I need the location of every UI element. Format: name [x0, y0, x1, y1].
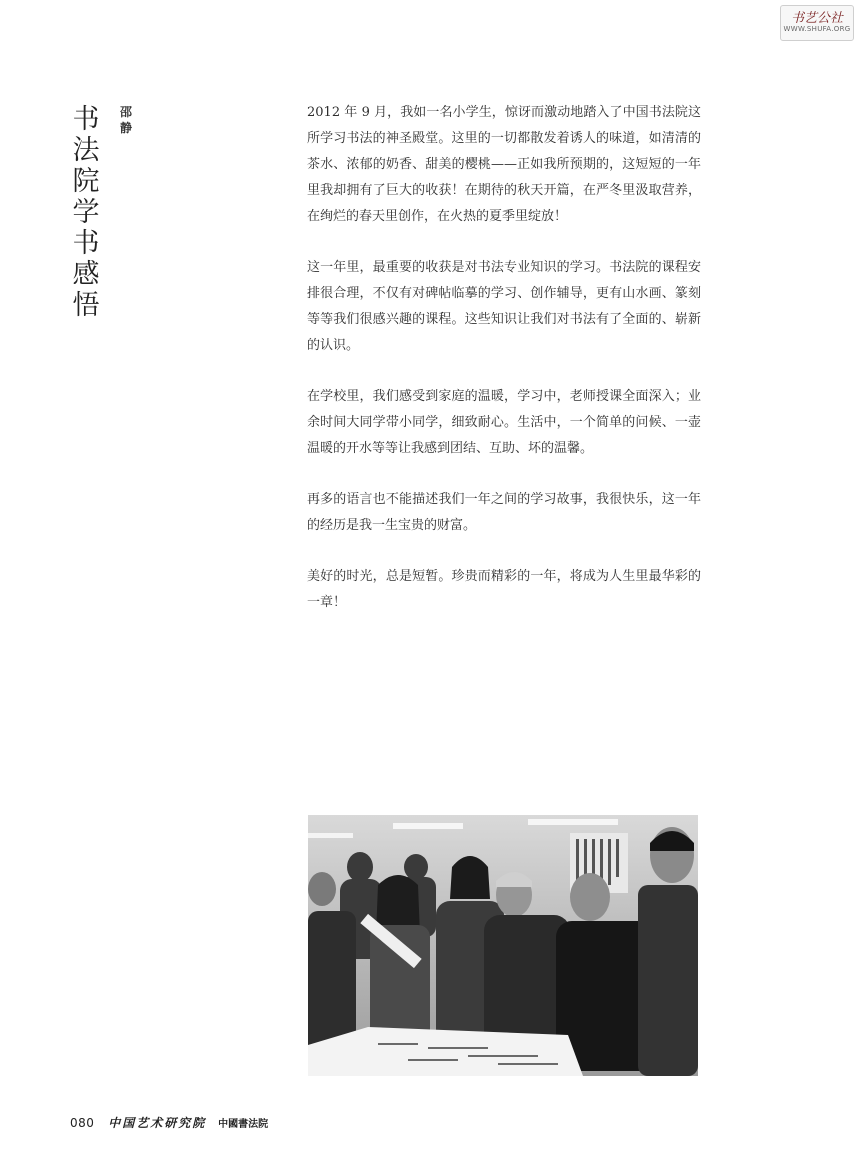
footer-brand: 中国艺术研究院 — [108, 1116, 207, 1130]
page-number: 080 — [70, 1116, 95, 1130]
article-title — [69, 104, 103, 321]
title-char: 悟 — [72, 290, 100, 321]
title-char: 书 — [72, 228, 100, 259]
paragraph: 美好的时光，总是短暂。珍贵而精彩的一年，将成为人生里最华彩的一章！ — [307, 569, 701, 610]
watermark-logo-text: 书艺公社 — [790, 11, 844, 25]
title-char: 书 — [72, 104, 100, 135]
paragraph: 在学校里，我们感受到家庭的温暖，学习中，老师授课全面深入；业余时间大同学带小同学，细致耐心。生活中，一个简单的问候、一壶温暖的开水等等让我感到团结、互助、坏的温馨。 — [307, 389, 701, 456]
author-char: 邵 — [119, 105, 132, 119]
author-char: 静 — [119, 121, 132, 135]
paragraph: 再多的语言也不能描述我们一年之间的学习故事，我很快乐，这一年的经历是我一生宝贵的财富。 — [307, 492, 701, 533]
paragraph: 2012 年 9 月，我如一名小学生，惊讶而激动地踏入了中国书法院这所学习书法的神圣殿堂。这里的一切都散发着诱人的味道，如清清的茶水、浓郁的奶香、甜美的樱桃——正如我所预期的，这短短的一年里我却拥有了巨大的收获！在期待的秋天开篇，在严冬里汲取营养，在绚烂的春天里创作，在火热的夏季里绽放！ — [307, 105, 701, 224]
author-name — [118, 104, 134, 136]
group-photo-icon — [308, 815, 698, 1076]
paragraph: 这一年里，最重要的收获是对书法专业知识的学习。书法院的课程安排很合理，不仅有对碑帖临摹的学习、创作辅导，更有山水画、篆刻等等我们很感兴趣的课程。这些知识让我们对书法有了全面的、崭新的认识。 — [307, 260, 701, 353]
watermark-url: WWW.SHUFA.ORG — [783, 25, 851, 33]
watermark-badge — [780, 5, 854, 41]
article-body — [307, 100, 701, 641]
page-footer — [70, 1114, 268, 1134]
title-char: 院 — [72, 166, 100, 197]
watermark-logo-icon — [786, 9, 848, 25]
footer-department: 中國書法院 — [218, 1119, 269, 1130]
title-char: 学 — [72, 197, 100, 228]
title-char: 感 — [72, 259, 100, 290]
title-char: 法 — [72, 135, 100, 166]
group-photo — [308, 815, 698, 1076]
